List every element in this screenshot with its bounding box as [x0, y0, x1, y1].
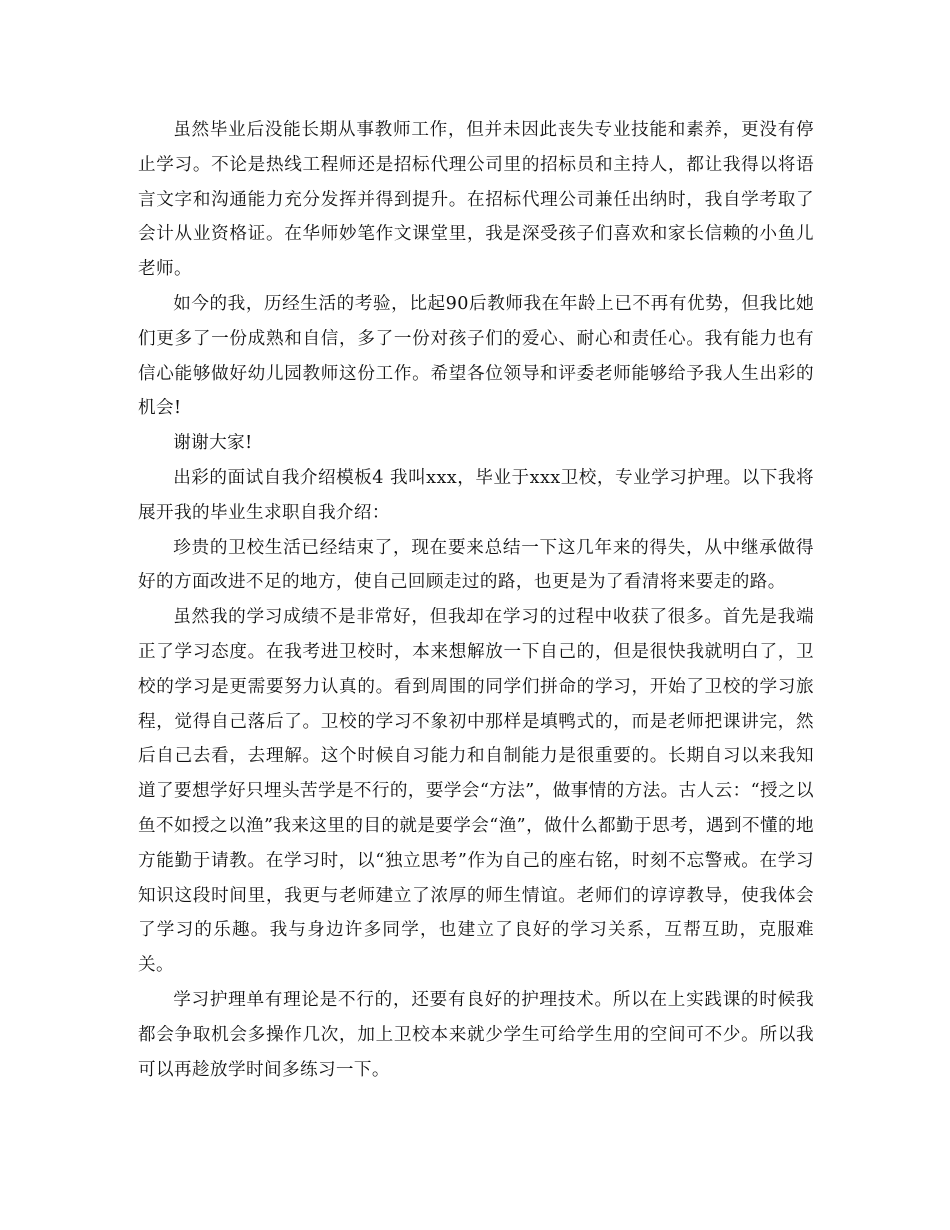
paragraph-career-background: 虽然毕业后没能长期从事教师工作，但并未因此丧失专业技能和素养，更没有停止学习。不论是热线工程师还是招标代理公司里的招标员和主持人，都让我得以将语言文字和沟通能力充分发挥并得到提升。在招标代理公司兼任出纳时，我自学考取了会计从业资格证。在华师妙笔作文课堂里，我是深受孩子们喜欢和家长信赖的小鱼儿老师。	[138, 120, 814, 280]
paragraph-nursing-practice: 学习护理单有理论是不行的，还要有良好的护理技术。所以在上实践课的时候我都会争取机会多操作几次，加上卫校本来就少学生可给学生用的空间可不少。所以我可以再趁放学时间多练习一下。	[138, 989, 814, 1080]
paragraph-thanks: 谢谢大家!	[173, 433, 253, 454]
paragraph-study-attitude: 虽然我的学习成绩不是非常好，但我却在学习的过程中收获了很多。首先是我端正了学习态度。在我考进卫校时，本来想解放一下自己的，但是很快我就明白了，卫校的学习是更需要努力认真的。看到周围的同学们拼命的学习，开始了卫校的学习旅程，觉得自己落后了。卫校的学习不象初中那样是填鸭式的，而是老师把课讲完，然后自己去看，去理解。这个时候自习能力和自制能力是很重要的。长期自习以来我知道了要想学好只埋头苦学是不行的，要学会“方法”，做事情的方法。古人云：“授之以鱼不如授之以渔”我来这里的目的就是要学会“渔”，做什么都勤于思考，遇到不懂的地方能勤于请教。在学习时，以“独立思考”作为自己的座右铭，时刻不忘警戒。在学习知识这段时间里，我更与老师建立了浓厚的师生情谊。老师们的谆谆教导，使我体会了学习的乐趣。我与身边许多同学，也建立了良好的学习关系，互帮互助，克服难关。	[138, 607, 814, 976]
paragraph-school-life-summary: 珍贵的卫校生活已经结束了，现在要来总结一下这几年来的得失，从中继承做得好的方面改进不足的地方，使自己回顾走过的路，也更是为了看清将来要走的路。	[138, 537, 814, 593]
document-body	[138, 113, 814, 1087]
paragraph-current-self: 如今的我，历经生活的考验，比起90后教师我在年龄上已不再有优势，但我比她们更多了一份成熟和自信，多了一份对孩子们的爱心、耐心和责任心。我有能力也有信心能够做好幼儿园教师这份工作。希望各位领导和评委老师能够给予我人生出彩的机会!	[138, 293, 814, 419]
paragraph-template-4-intro: 出彩的面试自我介绍模板4 我叫xxx，毕业于xxx卫校，专业学习护理。以下我将展开我的毕业生求职自我介绍：	[138, 467, 814, 523]
